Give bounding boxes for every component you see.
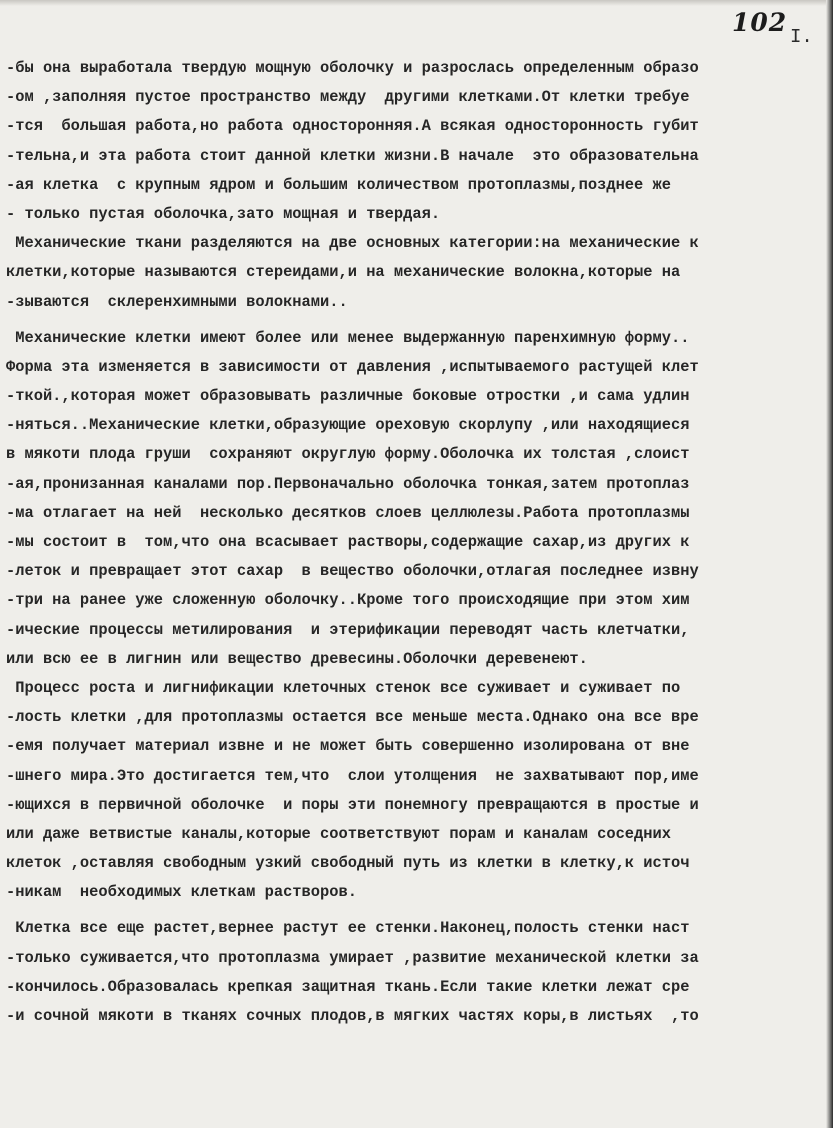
scan-top-edge (0, 0, 833, 6)
text-line: в мякоти плода груши сохраняют округлую форму.Оболочка их толстая ,слоист (6, 445, 690, 464)
text-line: -мы состоит в том,что она всасывает растворы,содержащие сахар,из других к (6, 533, 690, 551)
text-line: -ющихся в первичной оболочке и поры эти понемногу превращаются в простые и (6, 795, 699, 814)
text-line: -ткой.,которая может образовывать различные боковые отростки ,и сама удлин (6, 387, 690, 406)
text-line: -ические процессы метилирования и этерификации переводят часть клетчатки, (6, 620, 690, 639)
text-line: -только суживается,что протоплазма умирает ,развитие механической клетки за (6, 948, 699, 967)
text-line: -никам необходимых клеткам растворов. (6, 883, 357, 902)
handwritten-page-number: 102 (732, 8, 788, 37)
text-line: Клетка все еще растет,вернее растут ее стенки.Наконец,полость стенки наст (6, 919, 690, 938)
typewritten-text-body (6, 54, 828, 1031)
text-line: -кончилось.Образовалась крепкая защитная ткань.Если такие клетки лежат сре (6, 977, 690, 996)
text-line: -зываются склеренхимными волокнами.. (6, 292, 348, 311)
text-line: -ом ,заполняя пустое пространство между другими клетками.От клетки требуе (6, 88, 690, 107)
text-line: -ая,пронизанная каналами пор.Первоначально оболочка тонкая,затем протоплаз (6, 474, 690, 493)
text-line: -емя получает материал извне и не может быть совершенно изолирована от вне (6, 737, 690, 756)
text-line: -шнего мира.Это достигается тем,что слои утолщения не захватывают пор,име (6, 766, 699, 785)
text-line: - только пустая оболочка,зато мощная и твердая. (6, 204, 441, 223)
text-line: -лость клетки ,для протоплазмы остается все меньше места.Однако она все вре (6, 708, 699, 727)
text-line: -леток и превращает этот сахар в вещество оболочки,отлагая последнее извну (6, 562, 699, 581)
text-line: -тся большая работа,но работа односторонняя.А всякая односторонность губит (6, 117, 699, 136)
text-line: -три на ранее уже сложенную оболочку..Кроме того происходящие при этом хим (6, 591, 690, 610)
text-line: -ая клетка с крупным ядром и большим количеством протоплазмы,позднее же (6, 175, 671, 194)
text-line: Механические ткани разделяются на две основных категории:на механические к (6, 234, 699, 253)
text-line: Механические клетки имеют более или менее выдержанную паренхимную форму.. (6, 328, 690, 347)
text-line: -бы она выработала твердую мощную оболочку и разрослась определенным образо (6, 59, 699, 77)
text-line: или всю ее в лигнин или вещество древесины.Оболочки деревенеют. (6, 649, 588, 668)
text-line: -тельна,и эта работа стоит данной клетки жизни.В начале это образовательна (6, 146, 699, 165)
typed-sheet-label: I. (790, 26, 813, 48)
text-line: клеток ,оставляя свободным узкий свободный путь из клетки в клетку,к источ (6, 854, 690, 873)
text-line: Процесс роста и лигнификации клеточных стенок все суживает и суживает по (6, 678, 681, 697)
text-line: клетки,которые называются стереидами,и на механические волокна,которые на (6, 263, 681, 282)
text-line: Форма эта изменяется в зависимости от давления ,испытываемого растущей клет (6, 357, 699, 376)
text-line: -няться..Механические клетки,образующие ореховую скорлупу ,или находящиеся (6, 416, 690, 435)
text-line: или даже ветвистые каналы,которые соответствуют порам и каналам соседних (6, 824, 671, 843)
text-line: -и сочной мякоти в тканях сочных плодов,в мягких частях коры,в листьях ,то (6, 1007, 699, 1025)
text-line: -ма отлагает на ней несколько десятков слоев целлюлезы.Работа протоплазмы (6, 503, 690, 522)
